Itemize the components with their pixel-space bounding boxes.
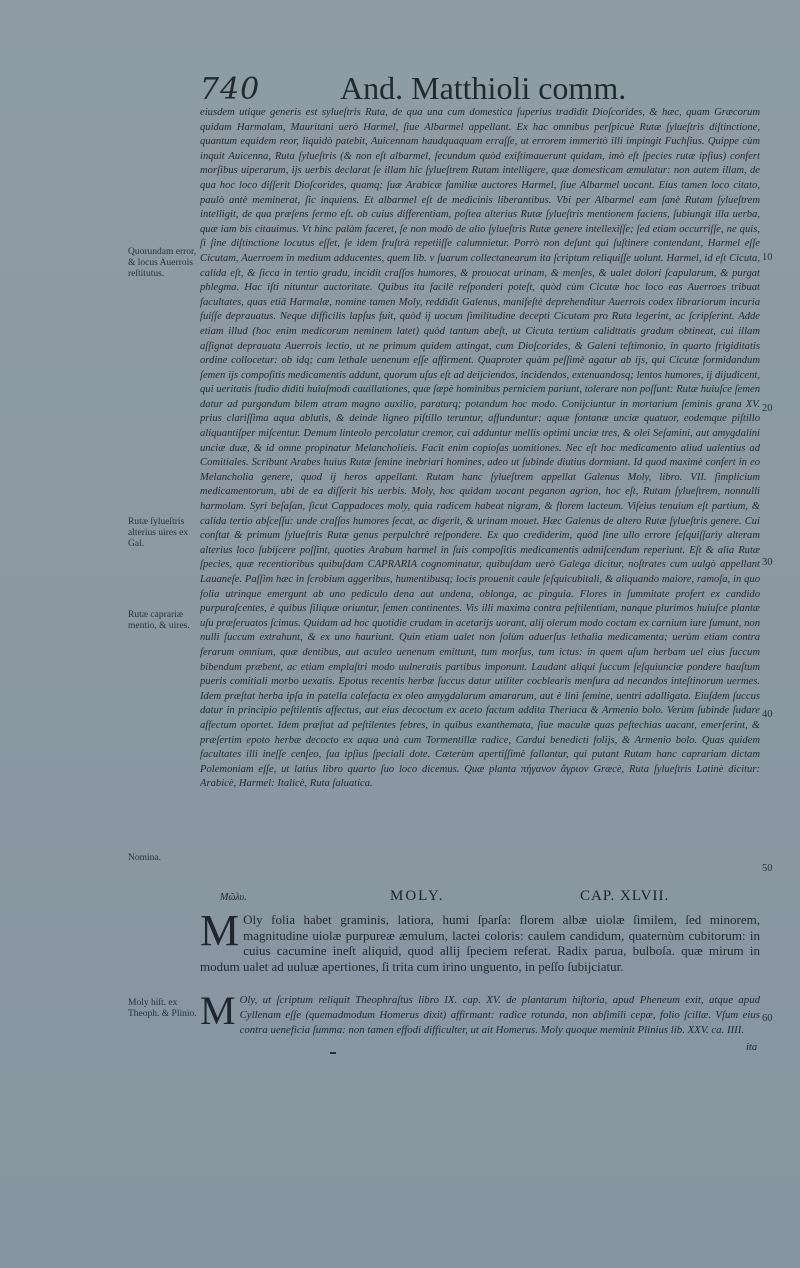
line-number: 30	[762, 557, 773, 568]
moly-commentary	[200, 988, 760, 1038]
margin-note-ruta-uires: Rutæ ſylueſtris alterius uires ex Gal.	[128, 517, 189, 549]
line-number: 60	[762, 1013, 773, 1024]
page-header	[200, 72, 760, 108]
moly-commentary-body: Oly, ut ſcriptum reliquit Theophraſtus libro IX. cap. XV. de plantarum hiſtoria, apud Pheneum exit, atque apud Cyllenam eſſe (quemadmodum Homerus dixit) affirmant: radice rotunda, non abſimili cepæ, folio ſcillæ. Vſum eius contra ueneficia ſumma: non tamen effodi difficulter, ut ait Homerus. Moly quoque meminit Plinius lib. XXV. ca. IIII.	[239, 994, 760, 1036]
chapter-heading	[200, 888, 760, 908]
line-number: 50	[762, 863, 773, 874]
commentary-column: eiusdem utique generis est sylueſtris Ruta, de qua una cum domestica ſuperius tradidit Dioſcorides, & hæc, quam Græcorum quidam Harmalam, Mauritani uerò Harmel, ſiue Albarmel appellant. Ex hac omnibus perſpicuè Rutæ ſylueſtris diſtinctione, quantum equidem reor, liquidò patebit, Auicennam haudquaquam erraſſe, ut errorem immeritò illi impingit Fuchſius. Quippe cùm inquit Auicenna, Ruta ſylueſtris (& non eſt albarmel, ſecundum quòd exiſtimauerunt quidam, imò eſt ſpecies rutæ ipſius) confert morſibus uiperarum, ijs uerbis declarat ſe illam hîc ſylueſtrem Rutam intelligere, quæ domesticam æmulatur: non autem illam, de qua hoc loco diſſerit Dioſcorides, quamq; ſuæ Arabicæ familiæ auctores Harmel, ſiue Albarmel uocant. Eius tamen loco citato, paulò antè meminerat, ſic inquiens. Et albarmel eſt de medicinis liberantibus. Vbi per Albarmel eam ſanè Rutam ſylueſtrem intelligit, de qua præſens ſermo eſt. ob cuius differentiam, poſtea alterius Rutæ ſylueſtris mentionem faciens, ſubiungit illa uerba, quæ iam bis citauimus. Vt hinc palàm faceret, ſe non modò de alio ſylueſtris Rutæ genere intellexiſſe; ſed etiam occurriſſe, ne quis, ſi ſine diſtinctione locutus eſſet, ſe idem fruſtrà repetiiſſe calumnietur. Porrò non deſunt qui ſuſtinere contendant, Harmel eſſe Cicutam, Auerroem in medium adducentes, quem lib. v ſuarum collectanearum ita ſcriptum reliquiſſe uolunt. Harmel, id eſt Cicuta, calida eſt, & ſicca in tertio gradu, incidit craſſos humores, & prouocat urinam, & menſes, & ualet dolori ſcapularum, & purgat phlegma. Hac iſti nituntur auctoritate. Quibus ita facilè reſponderi poteſt, quòd cùm Cicutæ hoc loco eas Auerroes tribuat facultates, quas etiā Harmalæ, nomine tamen Moly, reddidit Galenus, manifeſtè deprehenditur Auerrois codex librariorum incuria fuiſſe deprauatus. Neque difficilis lapſus fuit, quòd ij uocum ſimilitudine decepti Cicutam pro Ruta legerint, ac ſcripſerint. Adde etiam illud (hoc enim medicorum neminem latet) quòd tantum abeſt, ut Cicuta tertium calidttatis gradum obtineat, cui illam aſſignat deprauata Auerrois lectio, ut ne primum quidem attingat, cum Dioſcorides, & Galeni teſtimonio, in quarto frigiditatis ordine collocetur: ob idq; cam lethale uenenum eſſe affirment. Quaproter quàm peſſimè agatur ab ijs, qui Cicutæ formidandum ſemen ijs compoſitis medicamentis addunt, quorum uſus eſt ad deijciendos, incidendos, extenuandosq; lentos humores, ij dijudicent, qui ueritatis ſtudio diditi huiuſmodi cauillationes, quæ ſæpè hominibus perniciem pariunt, tolerare non poſſunt: Rutæ huiuſce ſemen datur ad purgandum bilem atram magno auxilio, paraturq; potandum hoc modo. Conijciuntur in mortarium ſeminis grana XV. prius clariſſima aqua ablutis, & deinde ligneo piſtillo teruntur, affunduntur; aquæ fontanæ unciæ quatuor, eodemque piſtillo aliquantiſper miſcentur. Demum linteolo percolatur cremor, cui adduntur mellis optimi unciæ tres, & olei Seſamini, aut amygdalini unciæ duæ, & id omne propinatur Melancholieis. Facit enim copioſas uomitiones. Nec eſt hoc medicamento aliud ualentius ad Comitiales. Scribunt Arabes huius Rutæ ſemine inebriari homines, adeo ut ſubinde diutius dormiant. Id quod maximè confert in eo Melancholia genere, quod ij heros appellant. Rutam hanc ſylueſtrem appellat Galenus Moly, libro. VII. ſimplicium medicamentorum, ubi de ea diſſerit his uerbis. Moly, hoc quidam uocant peganon agrion, hoc eſt, Rutam ſylueſtrem, nonnulli harmolam. Syri beſaſan, ſicut Cappadoces moly, quia radicem habeat nigram, & florem lacteum. Viſeius tenuium eſt partium, & calida tertio abſceſſu: unde craſſos humores ſecat, ac digerit, & urinam mouet. Hæc Galenus de altero Rutæ ſylueſtris genere. Cui conſtat & primum ſylueſtris Rutæ genus perpulchrè reſpondere. Ex quo crediderim, quòd ſine ullo errore ſeſquiſſariy alteram alterius loco ſubijcere poſſint, quoties Arabum harmel in ſuis compoſitis medicamentis admiſcendum reperiunt. Eſt & alia Rutæ ſpecies, quæ recentioribus quibuſdam CAPRARIA cognominatur, quibuſdam uerò Galega dicitur, noſtrates cum uulgò appellant Lauaneſe. Paſſim hæc in ſcrobium aggeribus, humentibusq; locis prouenit caule ſeſquicubitali, & aliquando maiore, ramoſa, in quo folia utrinque emergunt ab uno pediculo dena aut undena, oblonga, ac pinguia. Flores in ſummitate profert ex candido purpuraſcentes, è quibus ſiliquæ oriuntur, ſemen continentes. Vis illi maxima contra peſtilentiam, nanque plurimos huiuſce plantæ uſu præſeruatos ſcimus. Quidam ad hoc quotidie crudam in acetarijs uorant, alij olerum modo coctam ex carnium iure ſumunt, non nulli ſuccum extrahunt, & ex uno hauriunt. Quin etiam ualet non ſolùm aduerſus lethalia medicamenta; uerùm etiam contra ferarum omnium, quæ dentibus, aut aculeo uenenum emittunt, tum morſus, tum ictus: in quem uſum herbam uel eius ſuccum bibendum præbent, ac etiam emplaſtri modo uulneratis partibus imponunt. Laudant aliqui ſuccum ſeſquiunciæ pondere hauſtum pueris comitiali morbo uexatis. Epotus recentis herbæ ſuccus datur utiliter cocblearis menſura ad necandos inteſtinorum uermes. Idem præſtat herba ipſa in patella calefacta ex oleo amygdalarum amararum, aut è lini ſemine, uentri adalligata. Eiuſdem ſuccus datur in principio peſtilentis affectus, aut eius decoctum ex aceto factum addita Theriaca & Armenio bolo. Verùm ſubinde ſudare affectum oportet. Idem præſtat ad peſtilentes febres, in quibus exanthemata, ſiue maculæ quas peſtechias uacant, emerſerint, & præſertim epoto herbæ decocto ex aqua unà cum Tormentillæ radice, Cardui benedicti folijs, & Armenio bolo. Quas quidem facultates illi ineſſe cenſeo, ſua ipſius ſpeciali dote. Cæterùm apertiſſimè fallantur, qui putant Rutam hanc caprariam dictam Polemoniam eſſe, ut latius libro quarto ſuo loco dicemus. Quæ planta πήγανον ἄγριον Græcè, Ruta ſylueſtris Latinè dicitur: Arabicè, Harmel: Italicè, Ruta ſaluatica.	[200, 107, 760, 790]
chapter-number: CAP. XLVII.	[580, 888, 670, 904]
margin-note-auerroes: Quorundam error, & locus Auerrois reſtitutus.	[128, 247, 197, 279]
chapter-greek-name: Μῶλυ.	[220, 892, 247, 903]
drop-cap-initial: M	[200, 988, 236, 1033]
drop-cap-initial: M	[200, 906, 240, 955]
margin-note-capraria: Rutæ caprariæ mentio, & uires.	[128, 610, 190, 631]
dioscorides-text	[200, 906, 760, 974]
margin-note-moly-hist: Moly hiſt. ex Theoph. & Plinio.	[128, 998, 197, 1019]
line-number: 40	[762, 709, 773, 720]
margin-note-nomina: Nomina.	[128, 853, 161, 863]
dioscorides-body: Oly folia habet graminis, latiora, humi ſparſa: florem albæ uiolæ ſimilem, ſed minorem, magnitudine uiolæ purpureæ æmulum, lactei coloris: caulem candidum, quaternùm cubitorum: in cuius cacumine ineſt aliquid, quod allij ſpeciem referat. Radix parua, bulboſa. quæ mirum in modum ualet ad uuluæ apertiones, ſi trita cum irino unguento, in peſſo ſubijciatur.	[200, 912, 760, 974]
running-title: And. Matthioli comm.	[340, 70, 627, 106]
catchword: ita	[746, 1042, 758, 1053]
chapter-title: MOLY.	[390, 888, 445, 904]
ink-mark	[330, 1052, 336, 1054]
line-number: 10	[762, 252, 773, 263]
line-number: 20	[762, 403, 773, 414]
page-number: 740	[200, 72, 261, 107]
